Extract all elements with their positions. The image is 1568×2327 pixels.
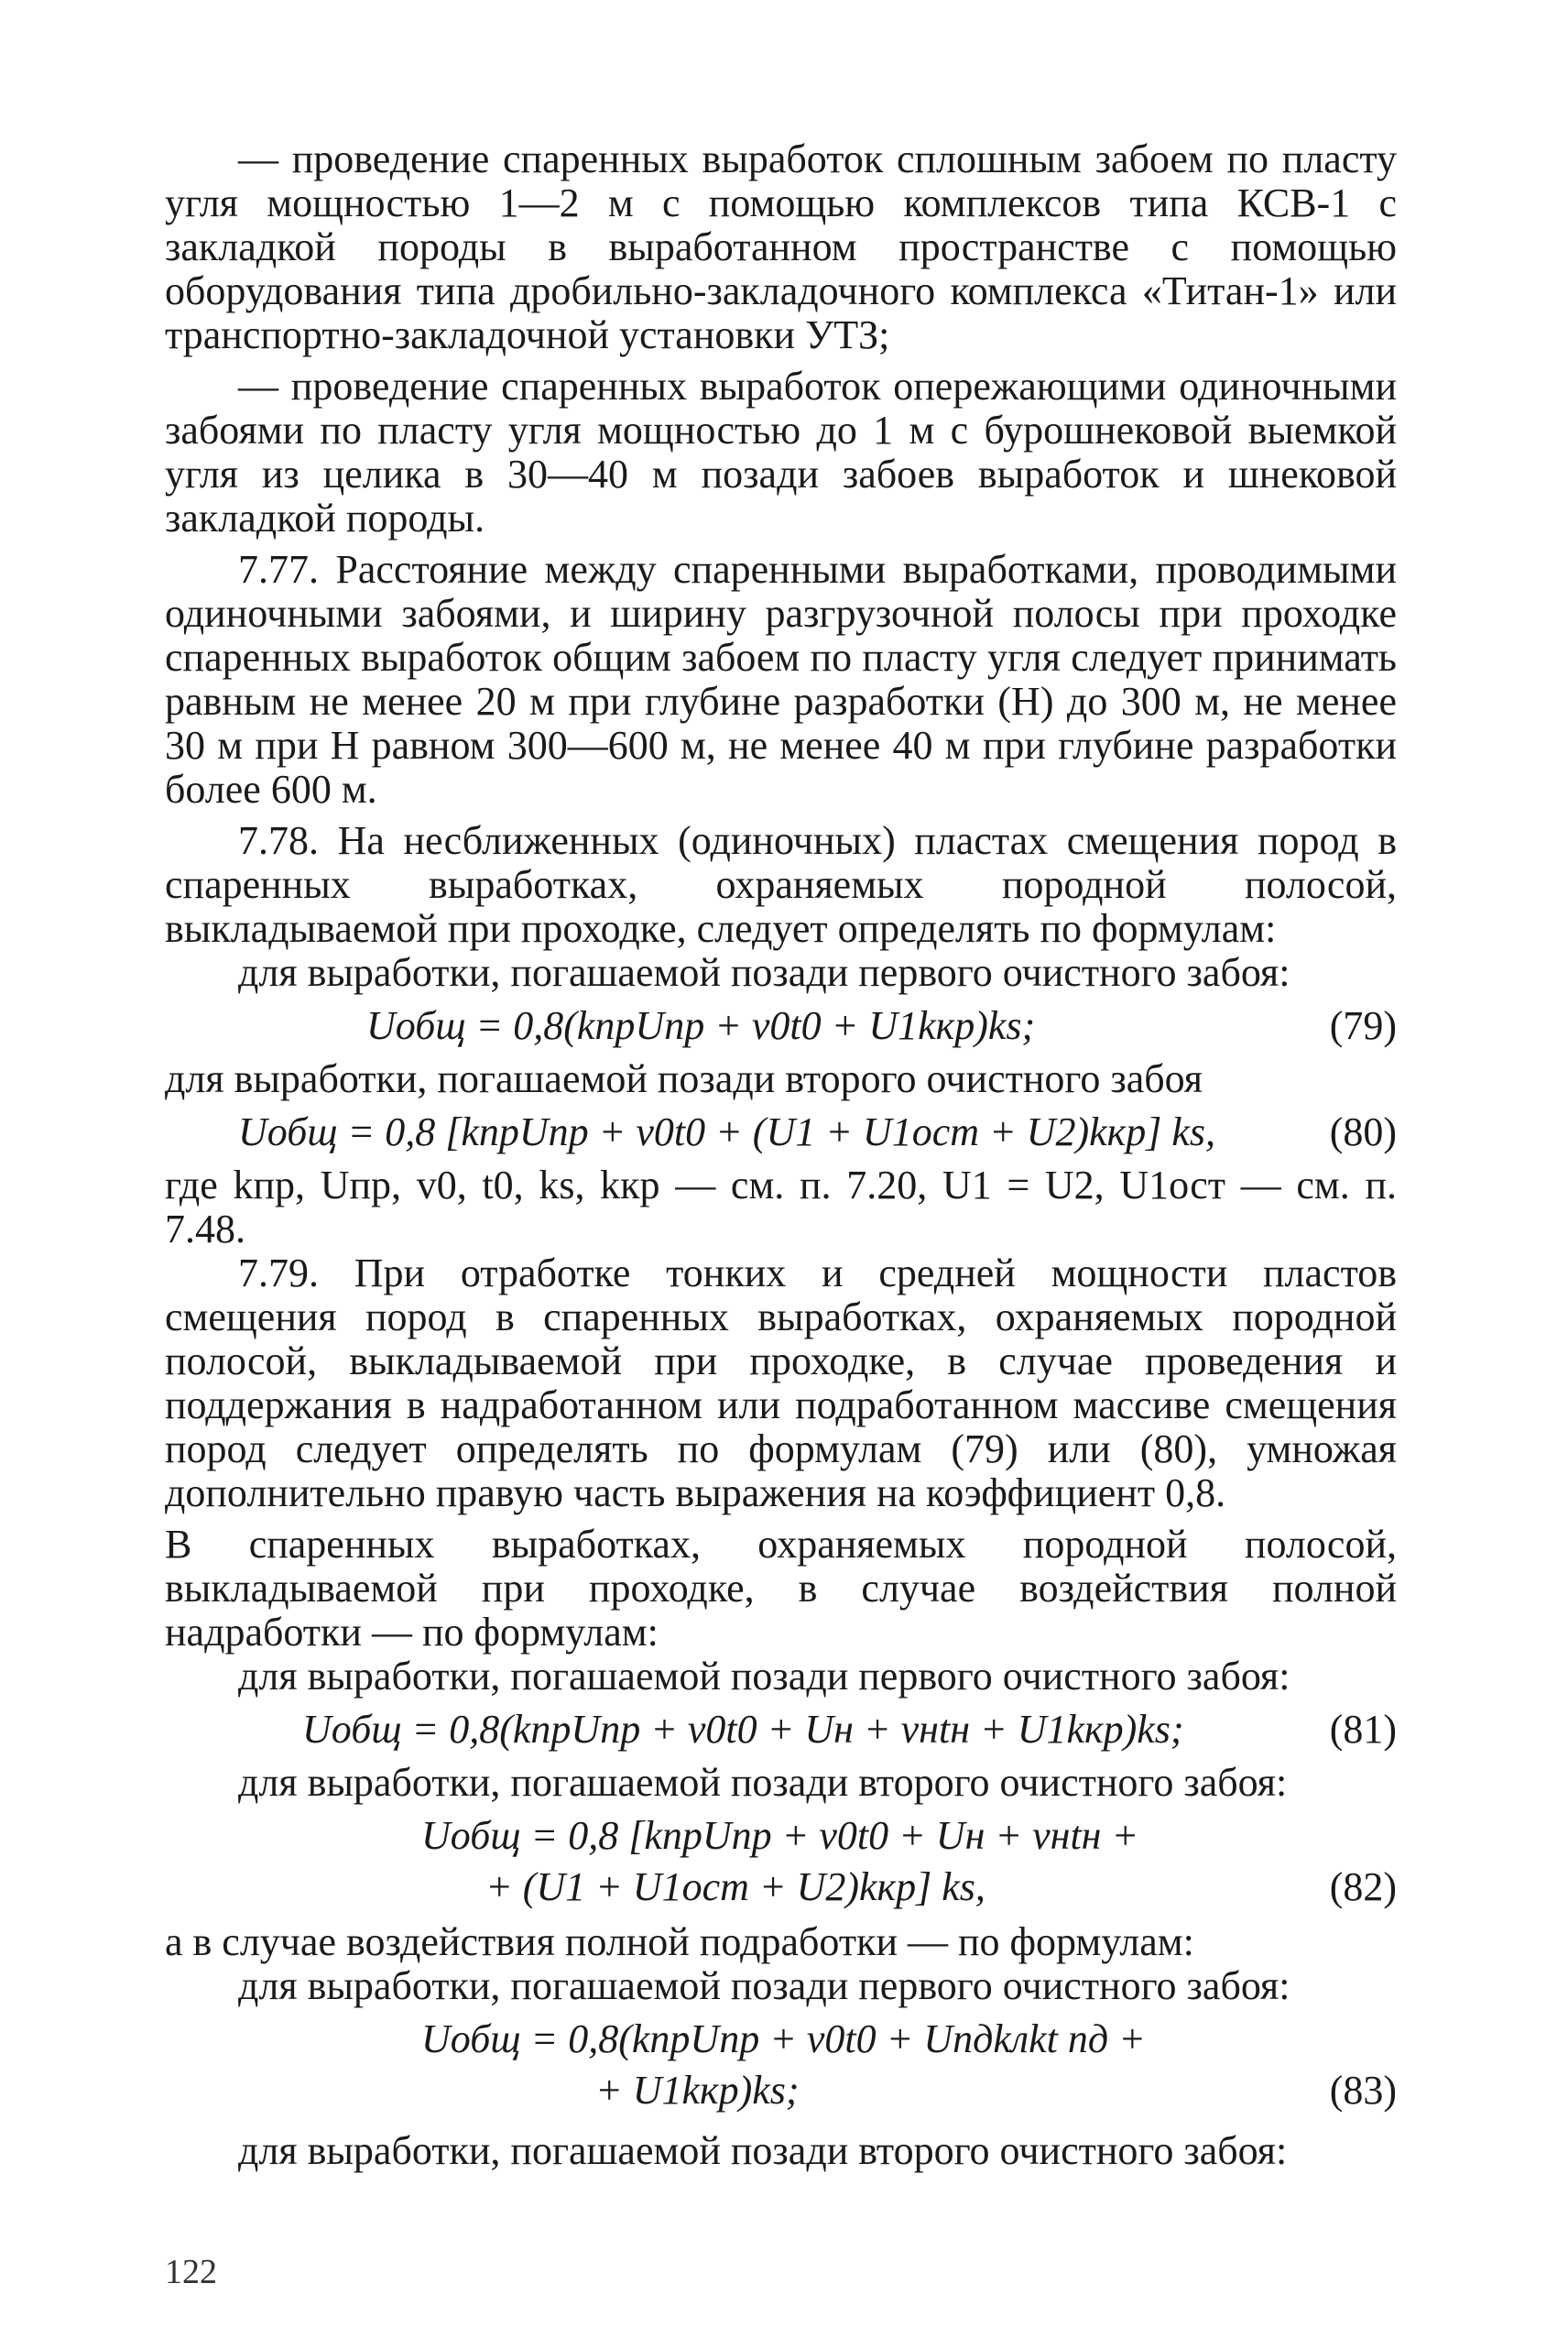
lead-first-face: для выработки, погашаемой позади первого очистного забоя: bbox=[238, 950, 1290, 995]
paragraph-7-78: 7.78. На несближенных (одиночных) пластах смещения пород в спаренных выработках, охраняемых породной полосой, выкладываемой при проходке, следует определять по формулам: bbox=[165, 818, 1397, 951]
page-number: 122 bbox=[165, 2253, 217, 2291]
lead-second-face-82: для выработки, погашаемой позади второго очистного забоя: bbox=[238, 1760, 1288, 1805]
paragraph-where: где kпр, Uпр, v0, t0, ks, kкр — см. п. 7.20, U1 = U2, U1ост — см. п. 7.48. bbox=[165, 1163, 1397, 1251]
formula-83-line2: + U1kкр)ks; bbox=[595, 2068, 800, 2113]
paragraph-7-79: 7.79. При отработке тонких и средней мощности пластов смещения пород в спаренных выработках, охраняемых породной полосой, выкладываемой при проходке, в случае проведения и поддержания в надработанном или подработанном массиве смещения пород следует определять по формулам (79) или (80), умножая дополнительно правую часть выражения на коэффициент 0,8. bbox=[165, 1251, 1397, 1515]
formula-79-expression: Uобщ = 0,8(kпрUпр + v0t0 + U1kкр)ks; bbox=[366, 1003, 1036, 1048]
lead-first-face-83: для выработки, погашаемой позади первого очистного забоя: bbox=[238, 1963, 1290, 2008]
formula-82 bbox=[165, 1810, 1397, 1913]
paragraph-7-77: 7.77. Расстояние между спаренными выработками, проводимыми одиночными забоями, и ширину разгрузочной полосы при проходке спаренных выработок общим забоем по пласту угля следует принимать равным не менее 20 м при глубине разработки (H) до 300 м, не менее 30 м при H равном 300—600 м, не менее 40 м при глубине разработки более 600 м. bbox=[165, 547, 1397, 812]
formula-83-line1: Uобщ = 0,8(kпрUпр + v0t0 + Uпдkлkt пд + bbox=[421, 2016, 1146, 2061]
formula-80-expression: Uобщ = 0,8 [kпрUпр + v0t0 + (U1 + U1ост + U2)kкр] ks, bbox=[238, 1109, 1215, 1154]
formula-79-number: (79) bbox=[1329, 1003, 1397, 1048]
paragraph-full-undermining: а в случае воздействия полной подработки — по формулам: bbox=[165, 1919, 1194, 1964]
formula-81 bbox=[165, 1704, 1397, 1755]
formula-81-expression: Uобщ = 0,8(kпрUпр + v0t0 + Uн + vнtн + U1kкр)ks; bbox=[302, 1707, 1184, 1752]
lead-first-face-81: для выработки, погашаемой позади первого очистного забоя: bbox=[238, 1654, 1290, 1699]
formula-79 bbox=[165, 1000, 1397, 1052]
lead-second-face: для выработки, погашаемой позади второго очистного забоя bbox=[165, 1056, 1203, 1101]
formula-82-line1: Uобщ = 0,8 [kпрUпр + v0t0 + Uн + vнtн + bbox=[421, 1813, 1139, 1858]
paragraph-bur-shnek: — проведение спаренных выработок опережающими одиночными забоями по пласту угля мощностью до 1 м с бурошнековой выемкой угля из целика в 30—40 м позади забоев выработок и шнековой закладкой породы. bbox=[165, 364, 1397, 541]
lead-second-face-final: для выработки, погашаемой позади второго очистного забоя: bbox=[238, 2128, 1288, 2173]
paragraph-full-overmining: В спаренных выработках, охраняемых породной полосой, выкладываемой при проходке, в случае воздействия полной надработки — по формулам: bbox=[165, 1522, 1397, 1655]
formula-82-line2: + (U1 + U1ост + U2)kкр] ks, bbox=[485, 1864, 985, 1909]
formula-80-number: (80) bbox=[1329, 1109, 1397, 1154]
formula-83-number: (83) bbox=[1329, 2068, 1397, 2113]
paragraph-kombajn: — проведение спаренных выработок сплошным забоем по пласту угля мощностью 1—2 м с помощью комплексов типа КСВ-1 с закладкой породы в выработанном пространстве с помощью оборудования типа дробильно-закладочного комплекса «Титан-1» или транспортно-закладочной установки УТЗ; bbox=[165, 137, 1397, 357]
page-body bbox=[165, 137, 1397, 2173]
formula-80 bbox=[165, 1107, 1397, 1158]
formula-81-number: (81) bbox=[1329, 1707, 1397, 1752]
formula-83 bbox=[165, 2014, 1397, 2116]
formula-82-number: (82) bbox=[1329, 1864, 1397, 1909]
